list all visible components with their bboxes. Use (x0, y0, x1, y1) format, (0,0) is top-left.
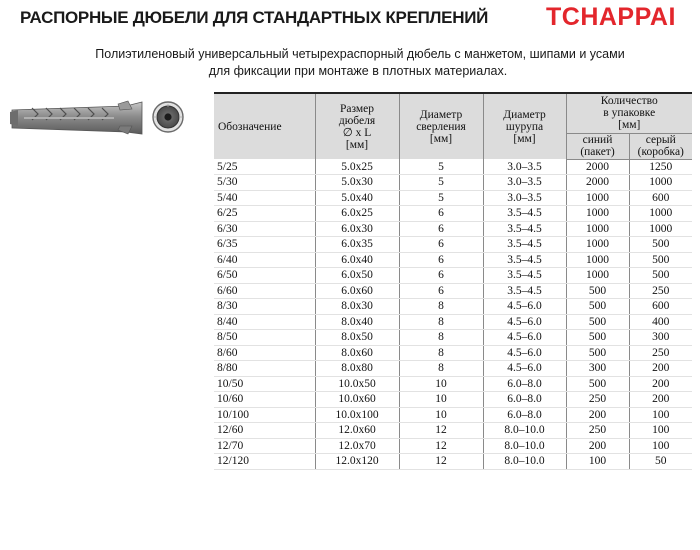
cell-screw-diameter: 3.5–4.5 (483, 268, 566, 284)
table-row (214, 237, 692, 253)
cell-designation: 6/35 (214, 237, 315, 253)
col-header-grey-box: серый (коробка) (629, 133, 692, 159)
cell-qty-blue: 200 (566, 407, 629, 423)
cell-dowel-size: 6.0x50 (315, 268, 399, 284)
cell-screw-diameter: 4.5–6.0 (483, 361, 566, 377)
cell-designation: 6/60 (214, 283, 315, 299)
cell-qty-blue: 2000 (566, 159, 629, 175)
cell-qty-blue: 300 (566, 361, 629, 377)
cell-drill-diameter: 5 (399, 159, 483, 175)
cell-screw-diameter: 4.5–6.0 (483, 299, 566, 315)
cell-designation: 10/100 (214, 407, 315, 423)
cell-qty-grey: 1250 (629, 159, 692, 175)
col-header-drill-diameter: Диаметр сверления [мм] (399, 93, 483, 159)
cell-screw-diameter: 6.0–8.0 (483, 376, 566, 392)
cell-dowel-size: 6.0x35 (315, 237, 399, 253)
table-row (214, 175, 692, 191)
cell-dowel-size: 8.0x30 (315, 299, 399, 315)
cell-qty-grey: 200 (629, 392, 692, 408)
col-header-screw-diameter: Диаметр шурупа [мм] (483, 93, 566, 159)
table-row (214, 159, 692, 175)
cell-qty-grey: 250 (629, 345, 692, 361)
table-row (214, 361, 692, 377)
cell-qty-grey: 100 (629, 407, 692, 423)
col-header-size: Размер дюбеля ∅ x L [мм] (315, 93, 399, 159)
cell-qty-blue: 500 (566, 330, 629, 346)
cell-designation: 8/30 (214, 299, 315, 315)
cell-dowel-size: 5.0x30 (315, 175, 399, 191)
cell-dowel-size: 12.0x60 (315, 423, 399, 439)
cell-drill-diameter: 6 (399, 221, 483, 237)
cell-qty-grey: 500 (629, 252, 692, 268)
table-row (214, 206, 692, 222)
cell-drill-diameter: 5 (399, 175, 483, 191)
col-header-blue-bag: синий (пакет) (566, 133, 629, 159)
cell-qty-blue: 250 (566, 423, 629, 439)
table-row (214, 438, 692, 454)
description-line-2: для фиксации при монтаже в плотных материалах. (208, 64, 508, 78)
cell-qty-blue: 1000 (566, 268, 629, 284)
cell-qty-blue: 1000 (566, 221, 629, 237)
table-row (214, 252, 692, 268)
cell-drill-diameter: 6 (399, 206, 483, 222)
cell-drill-diameter: 8 (399, 361, 483, 377)
cell-dowel-size: 10.0x100 (315, 407, 399, 423)
cell-drill-diameter: 8 (399, 314, 483, 330)
cell-designation: 10/50 (214, 376, 315, 392)
cell-screw-diameter: 6.0–8.0 (483, 407, 566, 423)
cell-screw-diameter: 8.0–10.0 (483, 438, 566, 454)
cell-dowel-size: 5.0x40 (315, 190, 399, 206)
product-description (0, 46, 700, 80)
cell-qty-blue: 1000 (566, 252, 629, 268)
cell-qty-blue: 1000 (566, 237, 629, 253)
cell-designation: 12/120 (214, 454, 315, 470)
cell-qty-grey: 300 (629, 330, 692, 346)
wall-plug-front-icon (153, 102, 183, 132)
cell-qty-grey: 1000 (629, 206, 692, 222)
cell-screw-diameter: 3.5–4.5 (483, 206, 566, 222)
table-row (214, 407, 692, 423)
cell-drill-diameter: 10 (399, 407, 483, 423)
table-row (214, 283, 692, 299)
cell-designation: 8/40 (214, 314, 315, 330)
product-illustration (8, 98, 208, 148)
cell-designation: 5/40 (214, 190, 315, 206)
cell-dowel-size: 8.0x80 (315, 361, 399, 377)
table-row (214, 268, 692, 284)
cell-screw-diameter: 3.5–4.5 (483, 237, 566, 253)
cell-screw-diameter: 8.0–10.0 (483, 454, 566, 470)
table-row (214, 454, 692, 470)
cell-qty-grey: 500 (629, 237, 692, 253)
cell-dowel-size: 6.0x30 (315, 221, 399, 237)
cell-qty-blue: 100 (566, 454, 629, 470)
wall-plug-image (8, 98, 208, 148)
wall-plug-side-icon (10, 101, 142, 134)
cell-screw-diameter: 3.0–3.5 (483, 190, 566, 206)
cell-qty-blue: 2000 (566, 175, 629, 191)
cell-dowel-size: 6.0x60 (315, 283, 399, 299)
cell-qty-grey: 100 (629, 438, 692, 454)
cell-drill-diameter: 6 (399, 252, 483, 268)
cell-designation: 8/80 (214, 361, 315, 377)
cell-designation: 8/60 (214, 345, 315, 361)
cell-designation: 5/30 (214, 175, 315, 191)
cell-designation: 12/60 (214, 423, 315, 439)
cell-dowel-size: 6.0x40 (315, 252, 399, 268)
cell-qty-grey: 100 (629, 423, 692, 439)
cell-screw-diameter: 3.5–4.5 (483, 252, 566, 268)
cell-qty-blue: 200 (566, 438, 629, 454)
cell-drill-diameter: 8 (399, 330, 483, 346)
cell-dowel-size: 10.0x60 (315, 392, 399, 408)
cell-drill-diameter: 6 (399, 283, 483, 299)
cell-drill-diameter: 5 (399, 190, 483, 206)
cell-dowel-size: 12.0x120 (315, 454, 399, 470)
cell-screw-diameter: 3.5–4.5 (483, 283, 566, 299)
cell-dowel-size: 8.0x40 (315, 314, 399, 330)
cell-drill-diameter: 12 (399, 438, 483, 454)
cell-qty-blue: 500 (566, 299, 629, 315)
cell-designation: 10/60 (214, 392, 315, 408)
cell-designation: 6/40 (214, 252, 315, 268)
cell-qty-blue: 500 (566, 376, 629, 392)
cell-dowel-size: 8.0x60 (315, 345, 399, 361)
table-row (214, 221, 692, 237)
cell-designation: 6/50 (214, 268, 315, 284)
table-row (214, 190, 692, 206)
cell-screw-diameter: 4.5–6.0 (483, 330, 566, 346)
cell-qty-grey: 1000 (629, 221, 692, 237)
cell-designation: 8/50 (214, 330, 315, 346)
col-header-designation: Обозначение (214, 93, 315, 159)
page-title: РАСПОРНЫЕ ДЮБЕЛИ ДЛЯ СТАНДАРТНЫХ КРЕПЛЕНИЙ (20, 8, 489, 27)
table-row (214, 299, 692, 315)
cell-qty-grey: 600 (629, 190, 692, 206)
cell-qty-grey: 200 (629, 376, 692, 392)
cell-qty-grey: 200 (629, 361, 692, 377)
cell-designation: 6/25 (214, 206, 315, 222)
cell-dowel-size: 8.0x50 (315, 330, 399, 346)
cell-qty-grey: 50 (629, 454, 692, 470)
cell-dowel-size: 5.0x25 (315, 159, 399, 175)
cell-qty-blue: 500 (566, 345, 629, 361)
cell-qty-grey: 400 (629, 314, 692, 330)
cell-qty-grey: 600 (629, 299, 692, 315)
cell-screw-diameter: 4.5–6.0 (483, 314, 566, 330)
cell-screw-diameter: 6.0–8.0 (483, 392, 566, 408)
cell-drill-diameter: 10 (399, 392, 483, 408)
cell-designation: 12/70 (214, 438, 315, 454)
col-header-pack-quantity: Количество в упаковке [мм] (566, 93, 692, 133)
cell-qty-grey: 500 (629, 268, 692, 284)
cell-drill-diameter: 6 (399, 268, 483, 284)
cell-drill-diameter: 6 (399, 237, 483, 253)
cell-drill-diameter: 8 (399, 345, 483, 361)
cell-qty-grey: 250 (629, 283, 692, 299)
cell-dowel-size: 10.0x50 (315, 376, 399, 392)
cell-qty-blue: 250 (566, 392, 629, 408)
cell-designation: 5/25 (214, 159, 315, 175)
cell-dowel-size: 12.0x70 (315, 438, 399, 454)
table-row (214, 314, 692, 330)
brand-logo: TCHAPPAI (546, 3, 676, 31)
cell-qty-blue: 500 (566, 314, 629, 330)
cell-qty-grey: 1000 (629, 175, 692, 191)
table-row (214, 330, 692, 346)
cell-screw-diameter: 3.0–3.5 (483, 175, 566, 191)
page-header (0, 0, 700, 36)
cell-drill-diameter: 8 (399, 299, 483, 315)
cell-designation: 6/30 (214, 221, 315, 237)
cell-screw-diameter: 4.5–6.0 (483, 345, 566, 361)
cell-drill-diameter: 10 (399, 376, 483, 392)
cell-screw-diameter: 8.0–10.0 (483, 423, 566, 439)
cell-qty-blue: 1000 (566, 206, 629, 222)
cell-drill-diameter: 12 (399, 423, 483, 439)
cell-drill-diameter: 12 (399, 454, 483, 470)
cell-screw-diameter: 3.5–4.5 (483, 221, 566, 237)
cell-screw-diameter: 3.0–3.5 (483, 159, 566, 175)
description-line-1: Полиэтиленовый универсальный четырехраспорный дюбель с манжетом, шипами и усами (95, 47, 625, 61)
table-row (214, 423, 692, 439)
table-row (214, 392, 692, 408)
cell-qty-blue: 1000 (566, 190, 629, 206)
dowel-spec-table (214, 92, 692, 470)
cell-qty-blue: 500 (566, 283, 629, 299)
table-row (214, 345, 692, 361)
cell-dowel-size: 6.0x25 (315, 206, 399, 222)
table-body (214, 159, 692, 469)
table-row (214, 376, 692, 392)
